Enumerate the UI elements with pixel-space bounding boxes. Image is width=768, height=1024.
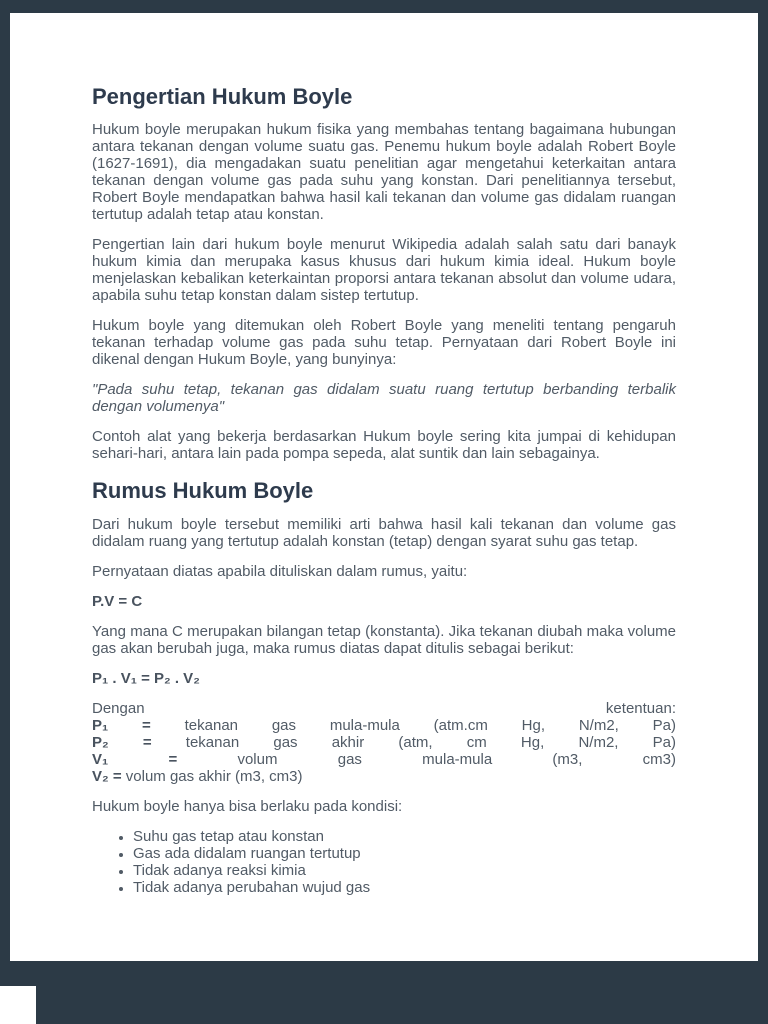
ketentuan-line-v1 <box>92 751 676 768</box>
paragraph-examples: Contoh alat yang bekerja berdasarkan Hukum boyle sering kita jumpai di kehidupan sehari-hari, antara lain pada pompa sepeda, alat suntik dan lain sebagainya. <box>92 428 676 462</box>
condition-item: • Suhu gas tetap atau konstan <box>133 828 676 845</box>
ketentuan-text: Dengan ketentuan: <box>92 700 676 717</box>
ketentuan-term: V₂ = <box>92 768 122 785</box>
ketentuan-line-p1 <box>92 717 676 734</box>
formula-p1v1-p2v2: P₁ . V₁ = P₂ . V₂ <box>92 670 200 687</box>
conditions-list <box>92 828 676 896</box>
ketentuan-text: volum gas akhir (m3, cm3) <box>125 768 303 785</box>
ketentuan-line-v2 <box>92 768 676 785</box>
document-page <box>10 13 758 961</box>
paragraph-kondisi-intro: Hukum boyle hanya bisa berlaku pada kondisi: <box>92 798 403 815</box>
ketentuan-term: P₁ = <box>92 717 151 734</box>
condition-item: • Gas ada didalam ruangan tertutup <box>133 845 676 862</box>
ketentuan-text: volum gas mula-mula (m3, cm3) <box>237 751 676 768</box>
condition-item: • Tidak adanya reaksi kimia <box>133 862 676 879</box>
paragraph-definition-2: Pengertian lain dari hukum boyle menurut Wikipedia adalah salah satu dari banayk hukum kimia dan merupaka kasus khusus dari hukum kimia ideal. Hukum boyle menjelaskan kebalikan keterkaintan proporsi antara tekanan absolut dan volume udara, apabila suhu tetap konstan dalam sistep tertutup. <box>92 236 676 304</box>
paragraph-rumus-statement: Pernyataan diatas apabila dituliskan dalam rumus, yaitu: <box>92 563 468 580</box>
condition-item: • Tidak adanya perubahan wujud gas <box>133 879 676 896</box>
section-heading-pengertian: Pengertian Hukum Boyle <box>92 84 353 109</box>
ketentuan-term: P₂ = <box>92 734 152 751</box>
paragraph-definition-3: Hukum boyle yang ditemukan oleh Robert Boyle yang meneliti tentang pengaruh tekanan terhadap volume gas pada suhu tetap. Pernyataan dari Robert Boyle ini dikenal dengan Hukum Boyle, yang bunyinya: <box>92 317 676 368</box>
section-heading-rumus: Rumus Hukum Boyle <box>92 478 314 503</box>
ketentuan-line-dengan <box>92 700 676 717</box>
boyle-law-quote: "Pada suhu tetap, tekanan gas didalam suatu ruang tertutup berbanding terbalik dengan volumenya" <box>92 381 676 415</box>
ketentuan-text: tekanan gas mula-mula (atm.cm Hg, N/m2, Pa) <box>184 717 676 734</box>
paragraph-definition-1: Hukum boyle merupakan hukum fisika yang membahas tentang bagaimana hubungan antara tekanan dengan volume suatu gas. Penemu hukum boyle adalah Robert Boyle (1627-1691), dia mengadakan suatu penelitian agar mengetahui keterkaitan antara tekanan dengan volume gas pada suhu yang konstan. Dari penelitiannya tersebut, Robert Boyle mendapatkan bahwa hasil kali tekanan dan volume gas didalam ruangan tertutup adalah tetap atau konstan. <box>92 121 676 223</box>
ketentuan-block <box>92 700 676 785</box>
ketentuan-line-p2 <box>92 734 676 751</box>
next-page-corner <box>0 986 36 1024</box>
formula-pv-c: P.V = C <box>92 593 143 610</box>
ketentuan-term: V₁ = <box>92 751 178 768</box>
paragraph-rumus-intro: Dari hukum boyle tersebut memiliki arti bahwa hasil kali tekanan dan volume gas didalam ruang yang tertutup adalah konstan (tetap) dengan syarat suhu gas tetap. <box>92 516 676 550</box>
ketentuan-text: tekanan gas akhir (atm, cm Hg, N/m2, Pa) <box>185 734 676 751</box>
paragraph-konstanta: Yang mana C merupakan bilangan tetap (konstanta). Jika tekanan diubah maka volume gas akan berubah juga, maka rumus diatas dapat ditulis sebagai berikut: <box>92 623 676 657</box>
